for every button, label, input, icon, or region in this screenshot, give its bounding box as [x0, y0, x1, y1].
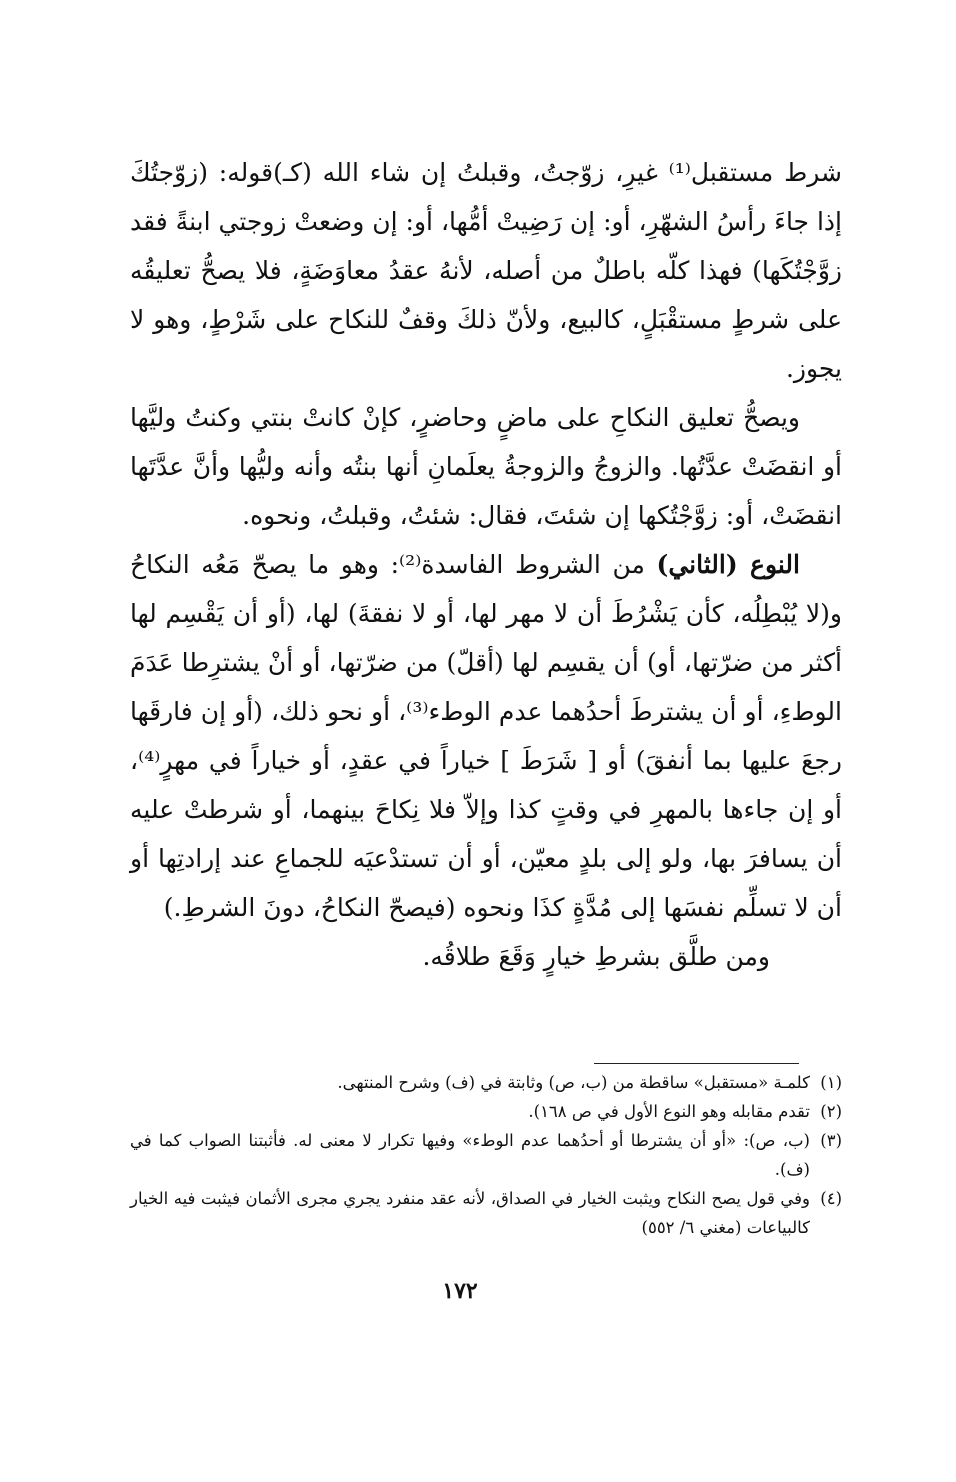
footnote-2 [130, 1097, 842, 1126]
footnote-text: وفي قول يصح النكاح ويثبت الخيار في الصداق، لأنه عقد منفرد يجري مجرى الأثمان فيثبت فيه الخيار كالبياعات (مغني ٦/ ٥٥٢) [130, 1189, 810, 1237]
paragraph-1: شرط مستقبل⁽¹⁾ غيرِ، زوّجتُ، وقبلتُ إن شاء الله (كـ)قوله: (زوّجتُكَ إذا جاءَ رأسُ الشهّرِ، أو: إن رَضِيتْ أمُّها، أو: إن وضعتْ زوجتي ابنةً فقد زوَّجْتُكَها) فهذا كلّه باطلٌ من أصله، لأنهُ عقدُ معاوَضَةٍ، فلا يصحُّ تعليقُه على شرطٍ مستقْبَلٍ، كالبيع، ولأنّ ذلكَ وقفٌ للنكاح على شَرْطٍ، وهو لا يجوز. [130, 158, 842, 383]
footnote-text: (ب، ص): «أو أن يشترطا أو أحدُهما عدم الوطء» وفيها تكرار لا معنى له. فأثبتنا الصواب كما في (ف). [130, 1131, 810, 1179]
paragraph-4: ومن طلَّق بشرطِ خيارٍ وَقَعَ طلاقُه. [422, 942, 770, 971]
footnote-number: (٤) [820, 1189, 842, 1208]
paragraph-3 [130, 540, 842, 932]
main-text [130, 148, 842, 981]
footnote-4 [130, 1184, 842, 1242]
paragraph-3-text: من الشروط الفاسدة⁽²⁾: وهو ما يصحّ مَعُه النكاحُ و(لا يُبْطِلُه، كأن يَشْرُطَ أن لا مهر لها، أو لا نفقةَ) لها، (أو أن يَقْسِم لها أكثر من ضرّتها، أو) أن يقسِم لها (أقلّ) من ضرّتها، أو أنْ يشترِطا عَدَمَ الوطءِ، أو أن يشترطَ أحدُهما عدم الوطء⁽³⁾، أو نحو ذلك، (أو إن فارقَها رجعَ عليها بما أنفقَ) أو [ شَرَطَ ] خياراً في عقدٍ، أو خياراً في مهرٍ⁽⁴⁾، أو إن جاءها بالمهرِ في وقتٍ كذا وإلاّ فلا نِكاحَ بينهما، أو شرطتْ عليه أن يسافرَ بها، ولو إلى بلدٍ معيّن، أو أن تستدْعيَه للجماعِ عند إرادتِها أو أن لا تسلِّم نفسَها إلى مُدَّةٍ كذَا ونحوه (فيصحّ النكاحُ، دونَ الشرطِ.) [130, 550, 842, 922]
footnote-1 [130, 1068, 842, 1097]
footnote-number: (٣) [820, 1131, 842, 1150]
footnotes [130, 1068, 842, 1242]
footnote-3 [130, 1126, 842, 1184]
footnote-number: (٢) [820, 1102, 842, 1121]
footnote-text: كلمـة «مستقبل» ساقطة من (ب، ص) وثابتة في (ف) وشرح المنتهى. [337, 1073, 810, 1092]
footnote-number: (١) [820, 1073, 842, 1092]
paragraph-2: ويصحُّ تعليق النكاحِ على ماضٍ وحاضرٍ، كإنْ كانتْ بنتي وكنتُ وليَّها أو انقضَتْ عدَّتُها. والزوجُ والزوجةُ يعلَمانِ أنها بنتُه وأنه وليُّها وأنَّ عدَّتَها انقضَتْ، أو: زوَّجْتُكها إن شئتَ، فقال: شئتُ، وقبلتُ، ونحوه. [130, 403, 842, 530]
page-number: ١٧٢ [442, 1278, 478, 1304]
footnote-separator [594, 1063, 799, 1064]
paragraph-3-lead: النوع (الثاني) [656, 550, 800, 579]
footnote-text: تقدم مقابله وهو النوع الأول في ص ١٦٨). [528, 1102, 810, 1121]
